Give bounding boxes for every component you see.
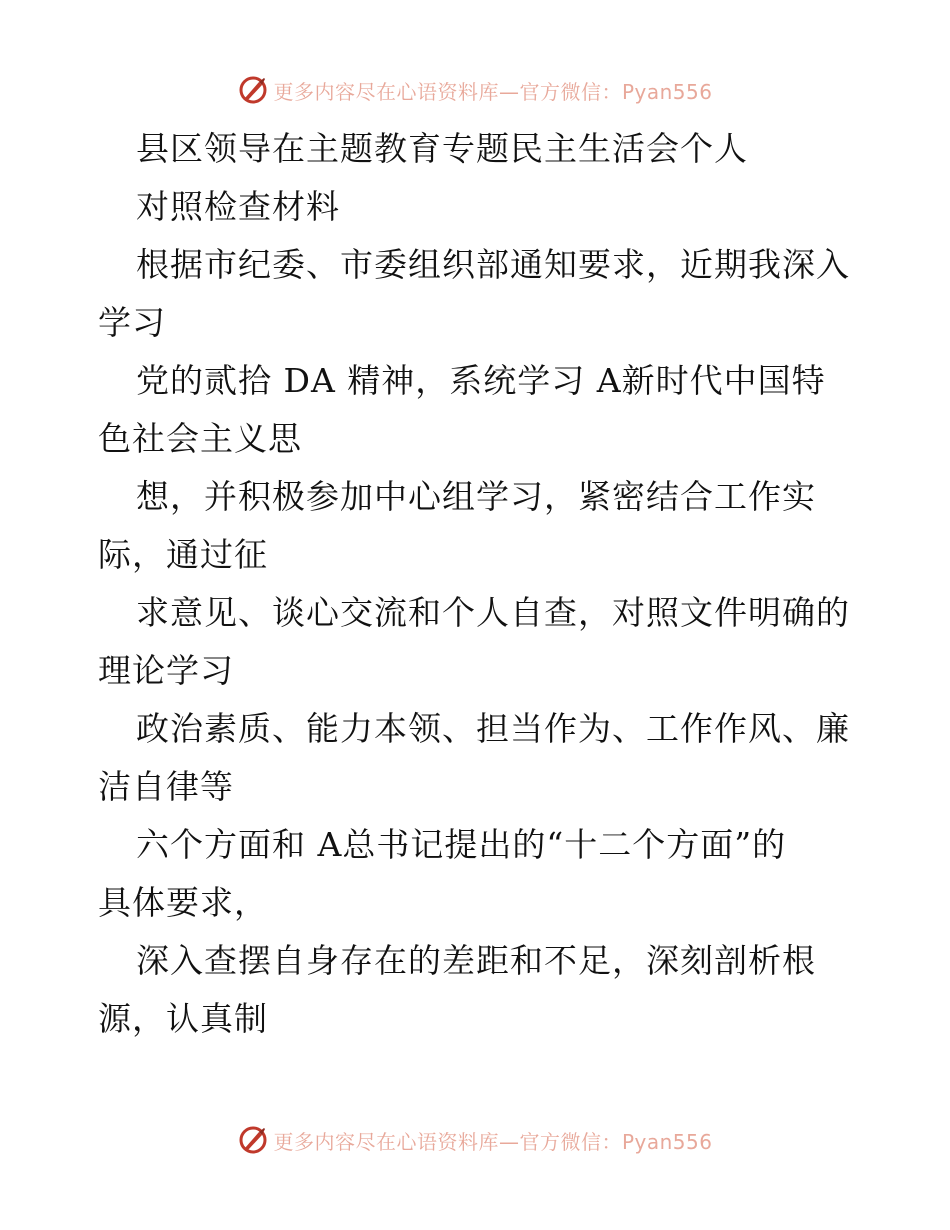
paragraph-line: 学习 [98, 303, 166, 342]
footer-banner [0, 1120, 950, 1160]
document-body [98, 120, 858, 1048]
quill-circle-icon [237, 1124, 269, 1156]
footer-banner-text: 更多内容尽在心语资料库—官方微信：Pyan556 [273, 1129, 713, 1154]
paragraph-line: 色社会主义思 [98, 419, 302, 458]
paragraph-line: 深入查摆自身存在的差距和不足，深刻剖析根 [136, 941, 816, 980]
paragraph-line: 求意见、谈心交流和个人自查，对照文件明确的 [136, 593, 850, 632]
paragraph-line: 源，认真制 [98, 999, 268, 1038]
paragraph-line: 根据市纪委、市委组织部通知要求，近期我深入 [136, 245, 850, 284]
quill-circle-icon [237, 74, 269, 106]
header-banner-text: 更多内容尽在心语资料库—官方微信：Pyan556 [273, 79, 713, 104]
paragraph-line: 具体要求， [98, 883, 268, 922]
doc-title-line-1: 县区领导在主题教育专题民主生活会个人 [136, 129, 748, 168]
paragraph-line: 六个方面和 A总书记提出的“十二个方面”的 [136, 825, 787, 864]
paragraph-line: 洁自律等 [98, 767, 234, 806]
paragraph-line: 理论学习 [98, 651, 234, 690]
paragraph-line: 想，并积极参加中心组学习，紧密结合工作实 [136, 477, 816, 516]
paragraph-line: 党的贰拾 DA 精神，系统学习 A新时代中国特 [136, 361, 826, 400]
paragraph-line: 政治素质、能力本领、担当作为、工作作风、廉 [136, 709, 850, 748]
header-banner [0, 70, 950, 110]
doc-title-line-2: 对照检查材料 [136, 187, 340, 226]
paragraph-line: 际，通过征 [98, 535, 268, 574]
